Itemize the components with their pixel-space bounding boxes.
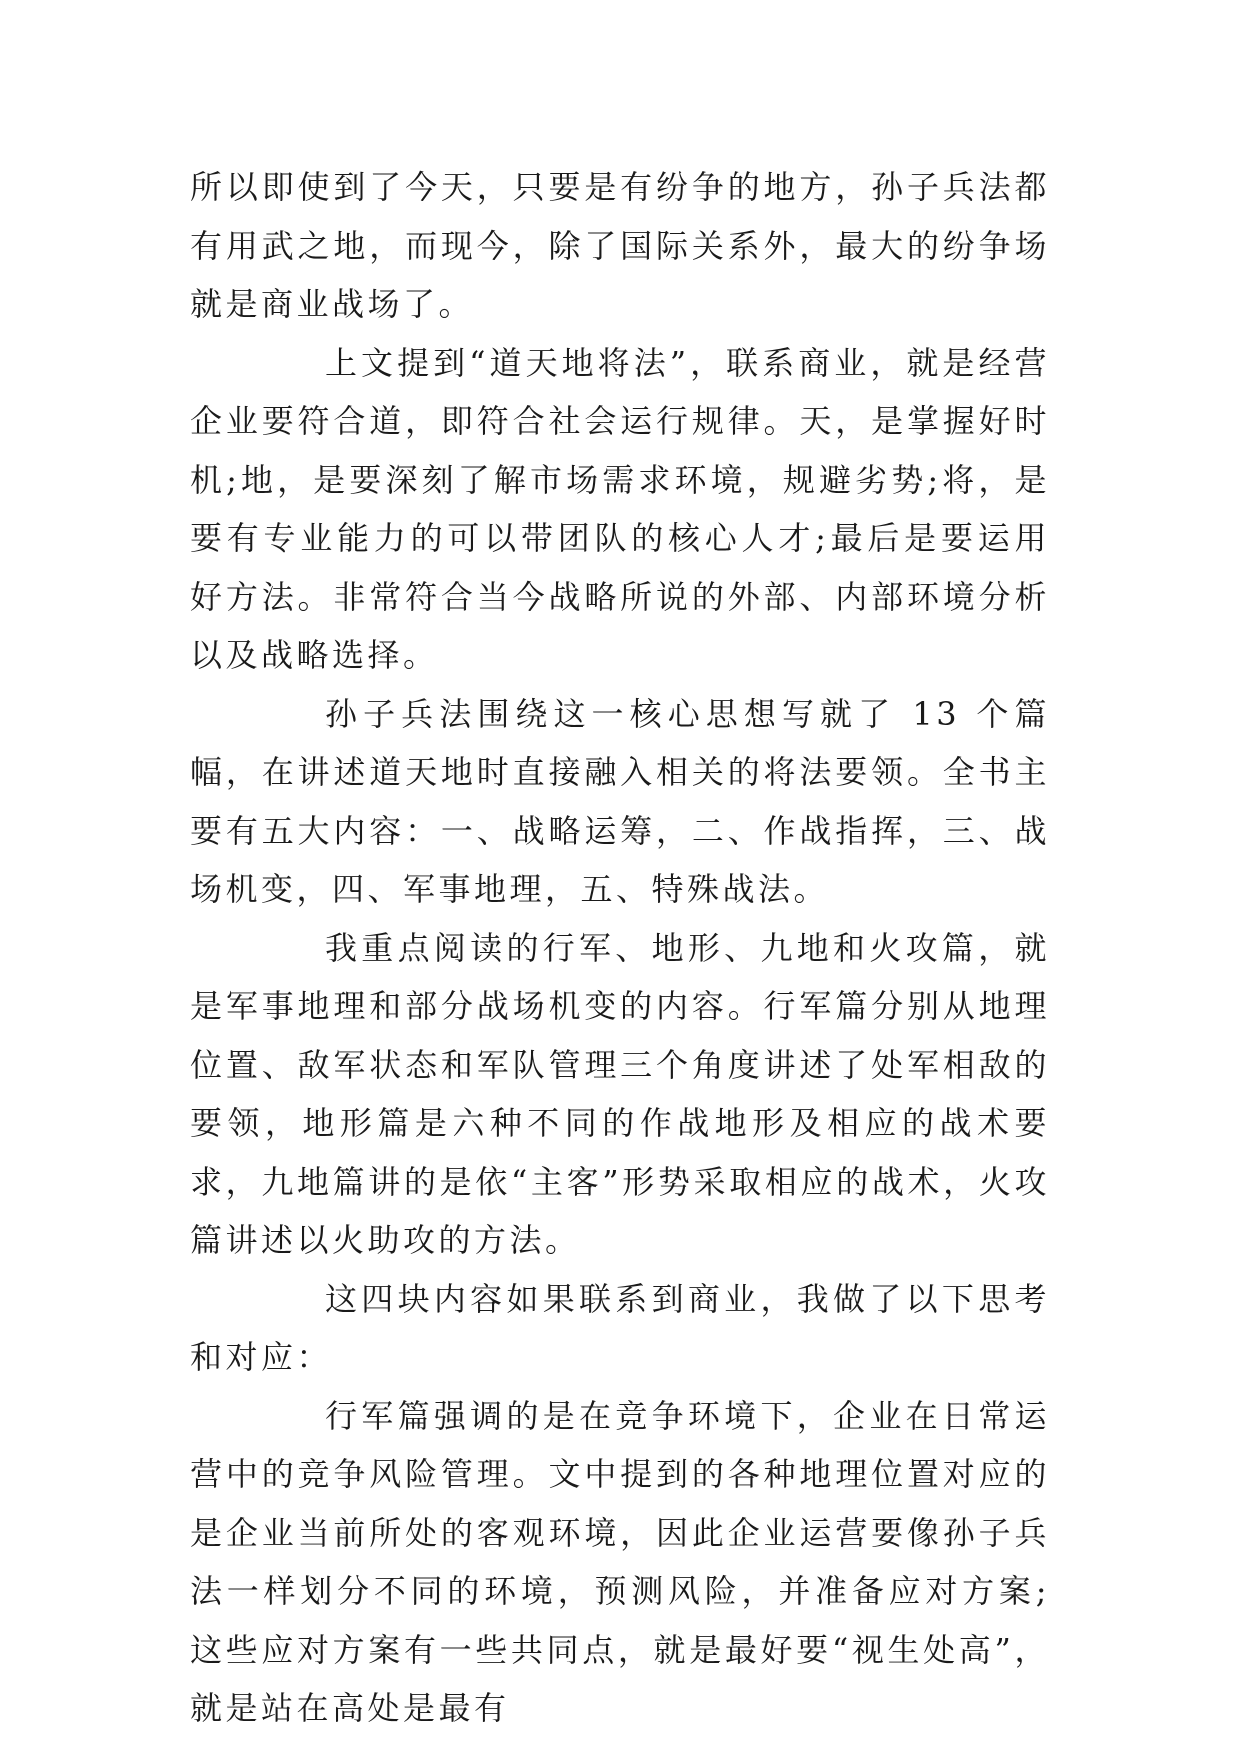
paragraph-2: 上文提到“道天地将法”，联系商业，就是经营企业要符合道，即符合社会运行规律。天，是掌握好时机;地，是要深刻了解市场需求环境，规避劣势;将，是要有专业能力的可以带团队的核心人才;最后是要运用好方法。非常符合当今战略所说的外部、内部环境分析以及战略选择。 xyxy=(190,343,1050,674)
paragraph-3: 孙子兵法围绕这一核心思想写就了 13 个篇幅，在讲述道天地时直接融入相关的将法要领。全书主要有五大内容：一、战略运筹，二、作战指挥，三、战场机变，四、军事地理，五、特殊战法。 xyxy=(190,694,1050,908)
paragraph-6: 行军篇强调的是在竞争环境下，企业在日常运营中的竞争风险管理。文中提到的各种地理位置对应的是企业当前所处的客观环境，因此企业运营要像孙子兵法一样划分不同的环境，预测风险，并准备应对方案;这些应对方案有一些共同点，就是最好要“视生处高”，就是站在高处是最有 xyxy=(190,1396,1050,1727)
paragraph-4: 我重点阅读的行军、地形、九地和火攻篇，就是军事地理和部分战场机变的内容。行军篇分别从地理位置、敌军状态和军队管理三个角度讲述了处军相敌的要领，地形篇是六种不同的作战地形及相应的战术要求，九地篇讲的是依“主客”形势采取相应的战术，火攻篇讲述以火助攻的方法。 xyxy=(190,928,1050,1259)
body-text xyxy=(190,158,1050,1738)
paragraph-1: 所以即使到了今天，只要是有纷争的地方，孙子兵法都有用武之地，而现今，除了国际关系外，最大的纷争场就是商业战场了。 xyxy=(190,168,1050,323)
paragraph-5: 这四块内容如果联系到商业，我做了以下思考和对应： xyxy=(190,1279,1050,1376)
